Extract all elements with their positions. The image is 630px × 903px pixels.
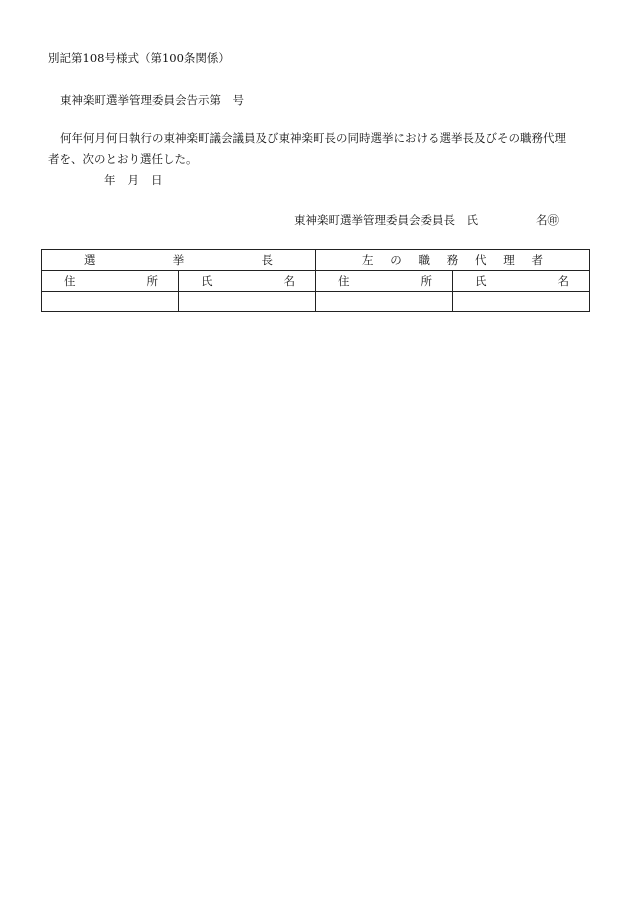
date-month: 月: [127, 173, 139, 187]
cell-chief-address: [42, 292, 179, 312]
date-year: 年: [104, 173, 116, 187]
group-header-row: [42, 250, 590, 271]
column-header-row: [42, 271, 590, 292]
col-deputy-name: 氏名: [453, 271, 590, 292]
col-chief-name: 氏名: [179, 271, 316, 292]
table-row: [42, 292, 590, 312]
date-day: 日: [151, 173, 163, 187]
signature-line: [294, 212, 559, 228]
cell-chief-name: [179, 292, 316, 312]
cell-deputy-address: [316, 292, 453, 312]
signature-office: 東神楽町選挙管理委員会委員長 氏: [294, 213, 478, 227]
notice-title: 東神楽町選挙管理委員会告示第 号: [60, 93, 244, 107]
cell-deputy-name: [453, 292, 590, 312]
form-reference: 別記第108号様式（第100条関係）: [48, 51, 230, 65]
signature-name-seal: 名㊞: [536, 213, 559, 227]
header-deputy: 左の職務代理者: [316, 250, 590, 271]
appointment-table: [41, 249, 590, 312]
notice-body-line-1: 何年何月何日執行の東神楽町議会議員及び東神楽町長の同時選挙における選挙長及びその職務代理: [60, 131, 566, 145]
notice-body-line-2: 者を、次のとおり選任した。: [48, 152, 198, 166]
col-chief-address: 住所: [42, 271, 179, 292]
col-deputy-address: 住所: [316, 271, 453, 292]
date-line: [104, 172, 163, 188]
header-election-chief: 選挙長: [42, 250, 316, 271]
